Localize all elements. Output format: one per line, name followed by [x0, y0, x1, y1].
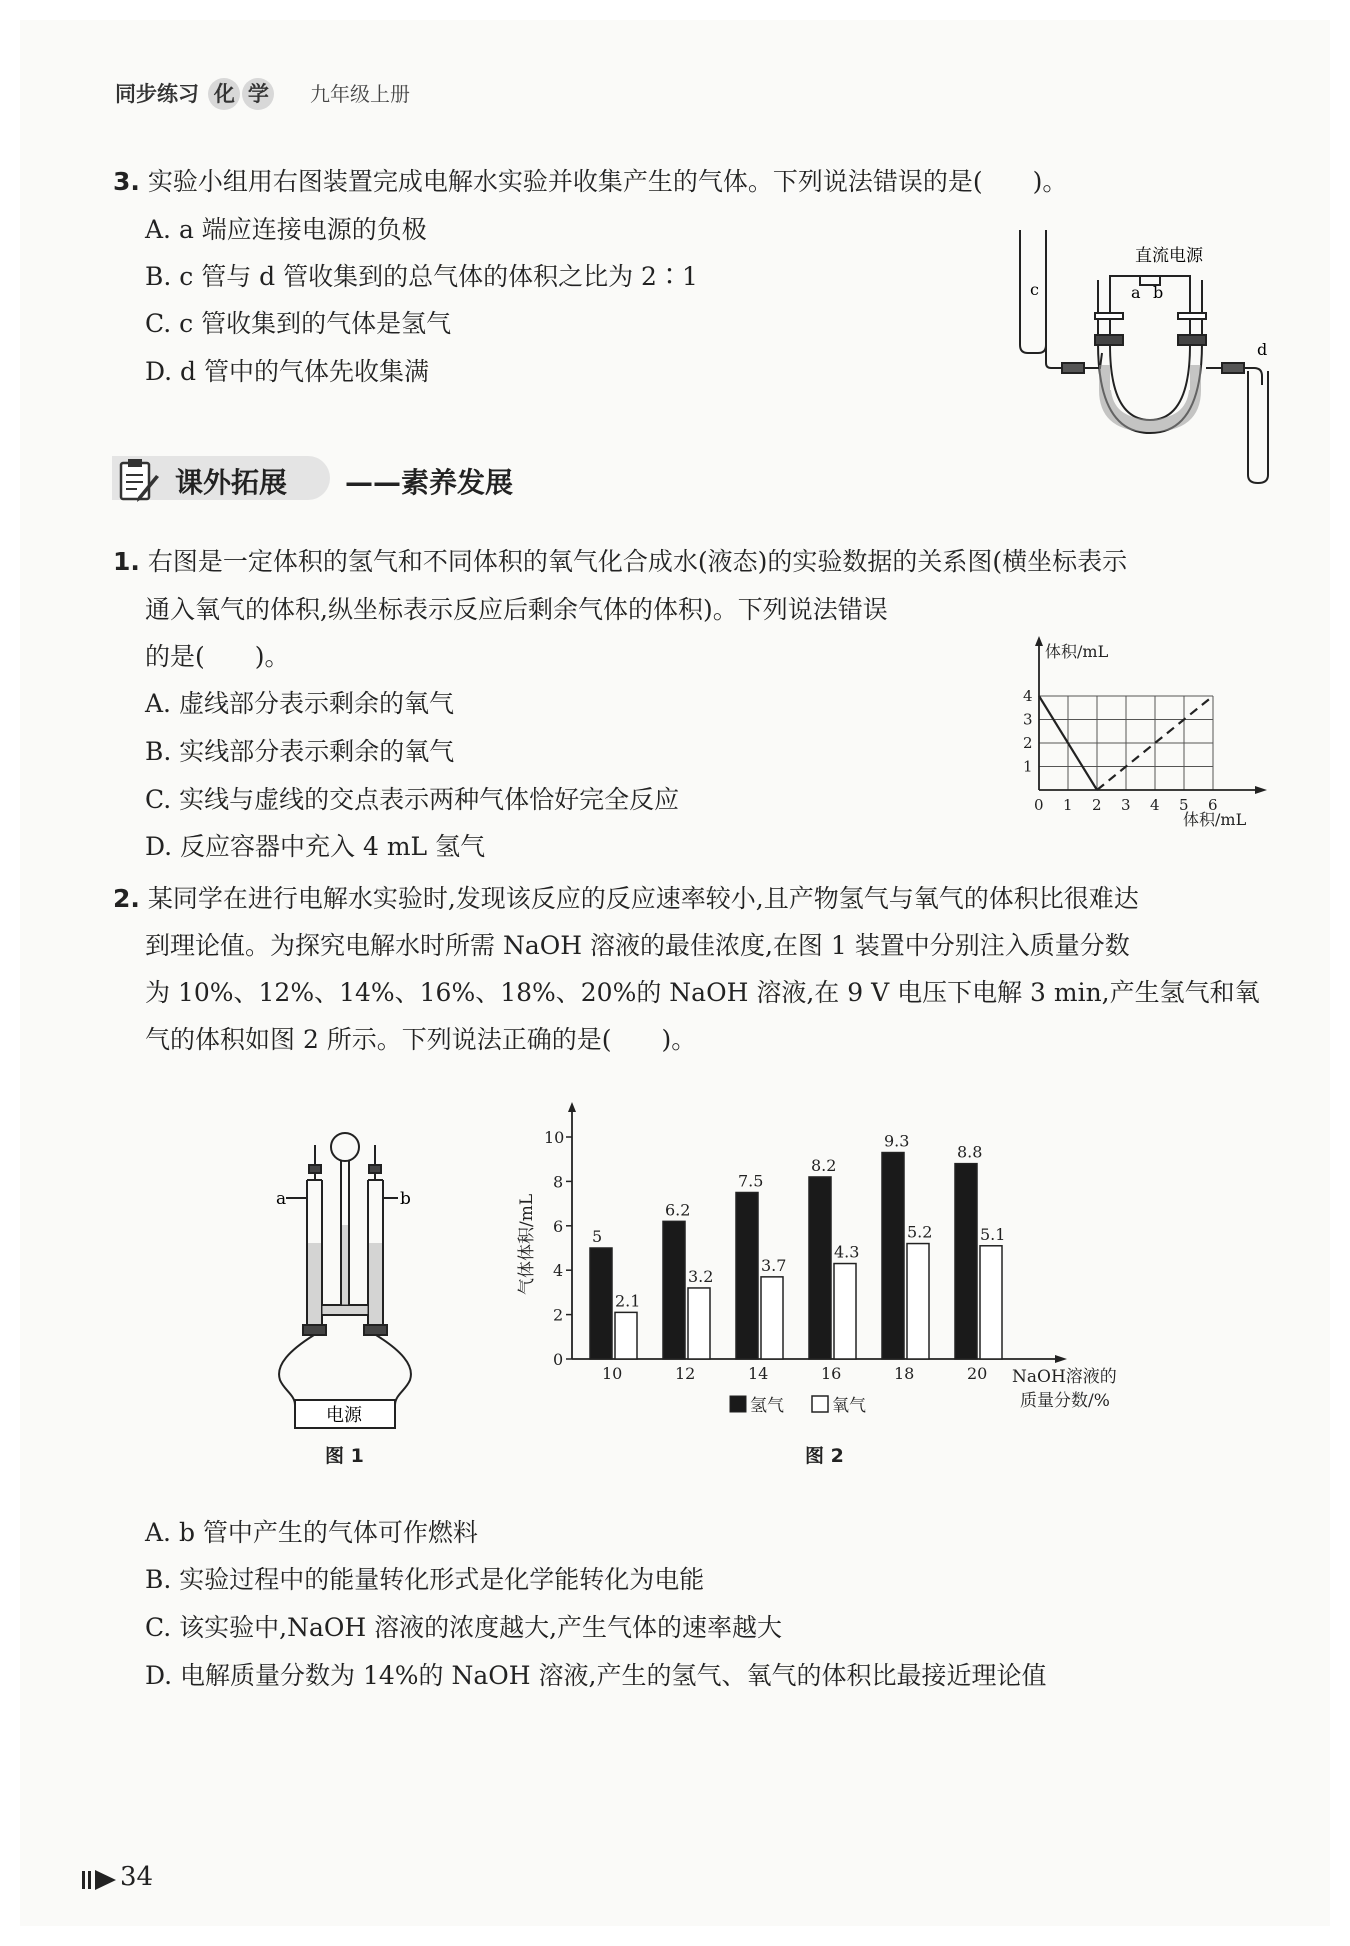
- tube-d: [1248, 371, 1268, 483]
- p1-stem-line3: 的是( )。: [145, 642, 290, 671]
- label-c: c: [1030, 280, 1039, 299]
- bar-label-hydrogen-10: 5: [592, 1227, 603, 1246]
- x-tick-label: 18: [894, 1364, 915, 1383]
- bar-oxygen-18: [907, 1244, 929, 1359]
- x-tick-label: 6: [1208, 796, 1218, 814]
- bar-label-oxygen-14: 3.7: [761, 1255, 787, 1275]
- bar-label-oxygen-20: 5.1: [980, 1224, 1006, 1244]
- line-chart-ylabel: 体积/mL: [1045, 642, 1109, 661]
- bar-oxygen-14: [761, 1277, 783, 1359]
- bar-oxygen-16: [834, 1264, 856, 1359]
- bar-label-hydrogen-20: 8.8: [957, 1142, 983, 1162]
- x-tick-label: 3: [1121, 796, 1131, 814]
- bar-hydrogen-12: [663, 1221, 685, 1359]
- legend-oxygen-swatch: [812, 1396, 828, 1412]
- x-tick-label: 0: [1034, 796, 1044, 814]
- q3-option-c: C. c 管收集到的气体是氢气: [145, 309, 452, 338]
- bar-label-oxygen-16: 4.3: [834, 1242, 860, 1262]
- bar-label-oxygen-18: 5.2: [907, 1222, 933, 1242]
- bar-label-hydrogen-12: 6.2: [665, 1200, 691, 1220]
- p2-stem-line4: 气的体积如图 2 所示。下列说法正确的是( )。: [145, 1025, 697, 1054]
- q3-option-a: A. a 端应连接电源的负极: [145, 215, 427, 244]
- bar-xlabel-line2: 质量分数/%: [1020, 1391, 1110, 1411]
- y-tick-label: 6: [553, 1216, 564, 1236]
- y-tick-label: 4: [553, 1261, 564, 1281]
- q3-number: 3.: [113, 167, 140, 196]
- clipboard-pencil-icon: [115, 455, 165, 505]
- label-a: a: [1131, 283, 1141, 302]
- bar-label-hydrogen-16: 8.2: [811, 1155, 837, 1175]
- fig1-caption: 图 1: [325, 1445, 364, 1467]
- stopper-left: [1095, 335, 1123, 345]
- p1-number: 1.: [113, 547, 140, 576]
- p1-stem-text-1: 右图是一定体积的氢气和不同体积的氧气化合成水(液态)的实验数据的关系图(横坐标表示: [147, 547, 1128, 576]
- legend-hydrogen-swatch: [730, 1396, 746, 1412]
- bar-label-oxygen-12: 3.2: [688, 1266, 714, 1286]
- p2-stem-line2: 到理论值。为探究电解水时所需 NaOH 溶液的最佳浓度,在图 1 装置中分别注入质量分数: [145, 931, 1130, 960]
- y-tick-label: 0: [553, 1350, 564, 1369]
- p1-option-c: C. 实线与虚线的交点表示两种气体恰好完全反应: [145, 785, 680, 814]
- bar-oxygen-12: [688, 1288, 710, 1359]
- x-tick-label: 16: [821, 1364, 842, 1383]
- y-tick-label: 2: [553, 1305, 564, 1325]
- y-tick-label: 10: [544, 1128, 565, 1147]
- x-tick-label: 20: [967, 1364, 988, 1383]
- x-tick-label: 4: [1150, 796, 1160, 814]
- x-tick-label: 12: [675, 1364, 696, 1383]
- section-subtitle: ——素养发展: [345, 466, 514, 499]
- bar-label-oxygen-10: 2.1: [615, 1291, 641, 1311]
- bar-oxygen-20: [980, 1246, 1002, 1359]
- subject-char-1: 化: [208, 78, 240, 110]
- y-tick-label: 3: [1023, 710, 1033, 729]
- p1-line-chart: [1005, 632, 1275, 837]
- p2-stem-text-1: 某同学在进行电解水实验时,发现该反应的反应速率较小,且产物氢气与氧气的体积比很难达: [147, 884, 1139, 913]
- p2-option-b: B. 实验过程中的能量转化形式是化学能转化为电能: [145, 1565, 705, 1594]
- bar-label-hydrogen-14: 7.5: [738, 1171, 764, 1191]
- label-b: b: [1153, 283, 1164, 302]
- p1-stem-line1: [113, 546, 1127, 578]
- bar-hydrogen-20: [955, 1164, 977, 1359]
- bar-chart-ylabel: 气体体积/mL: [517, 1193, 537, 1295]
- y-tick-label: 8: [553, 1172, 564, 1192]
- q3-u-tube-figure: [1010, 225, 1290, 490]
- legend-oxygen-label: 氧气: [832, 1396, 866, 1416]
- p2-option-d: D. 电解质量分数为 14%的 NaOH 溶液,产生的氢气、氧气的体积比最接近理论值: [145, 1661, 1047, 1690]
- subject-char-2: 学: [242, 78, 274, 110]
- fig1-label-a: a: [276, 1189, 287, 1209]
- p2-stem-line3: 为 10%、12%、14%、16%、18%、20%的 NaOH 溶液,在 9 V 电压下电解 3 min,产生氢气和氧: [145, 978, 1260, 1007]
- p2-stem-line1: [113, 883, 1139, 915]
- x-tick-label: 10: [602, 1364, 623, 1383]
- bar-xlabel-line1: NaOH溶液的: [1012, 1367, 1117, 1387]
- p1-option-b: B. 实线部分表示剩余的氧气: [145, 737, 455, 766]
- q3-option-b: B. c 管与 d 管收集到的总气体的体积之比为 2∶1: [145, 262, 698, 291]
- legend-hydrogen-label: 氢气: [750, 1396, 784, 1416]
- x-tick-label: 14: [748, 1364, 769, 1383]
- bar-oxygen-10: [615, 1312, 637, 1359]
- p2-option-c: C. 该实验中,NaOH 溶液的浓度越大,产生气体的速率越大: [145, 1613, 783, 1642]
- bar-label-hydrogen-18: 9.3: [884, 1131, 910, 1151]
- q3-stem-text: 实验小组用右图装置完成电解水实验并收集产生的气体。下列说法错误的是( )。: [147, 167, 1068, 196]
- p1-stem-line2: 通入氧气的体积,纵坐标表示反应后剩余气体的体积)。下列说法错误: [145, 595, 888, 624]
- naoh-bar-chart: [510, 1100, 1150, 1430]
- y-tick-label: 4: [1023, 687, 1033, 705]
- bar-hydrogen-10: [590, 1248, 612, 1359]
- left-clamp: [1062, 363, 1084, 373]
- hoffman-apparatus-figure: [270, 1125, 420, 1430]
- q3-stem: [113, 166, 1067, 198]
- bar-hydrogen-18: [882, 1153, 904, 1359]
- fig1-label-b: b: [400, 1189, 411, 1209]
- page-number: 34: [120, 1862, 154, 1892]
- power-label: 直流电源: [1135, 246, 1203, 266]
- fig2-caption: 图 2: [805, 1445, 844, 1467]
- line-chart-xlabel: 体积/mL: [1183, 810, 1247, 829]
- book-title: [115, 78, 274, 110]
- bar-hydrogen-16: [809, 1177, 831, 1359]
- x-tick-label: 2: [1092, 796, 1102, 814]
- q3-option-d: D. d 管中的气体先收集满: [145, 357, 429, 386]
- grade-label: 九年级上册: [310, 82, 410, 106]
- y-tick-label: 1: [1023, 757, 1033, 776]
- p2-number: 2.: [113, 884, 140, 913]
- p1-option-a: A. 虚线部分表示剩余的氧气: [145, 689, 454, 718]
- p1-option-d: D. 反应容器中充入 4 mL 氢气: [145, 832, 486, 861]
- y-tick-label: 2: [1023, 734, 1033, 752]
- bar-hydrogen-14: [736, 1193, 758, 1360]
- section-title: 课外拓展: [175, 466, 288, 499]
- p2-option-a: A. b 管中产生的气体可作燃料: [145, 1518, 478, 1547]
- book-series: 同步练习: [115, 82, 199, 106]
- x-tick-label: 1: [1063, 796, 1073, 814]
- page-arrow-icon: [80, 1868, 120, 1892]
- label-d: d: [1257, 340, 1268, 359]
- fig1-power-label: 电源: [326, 1405, 362, 1426]
- x-tick-label: 5: [1179, 796, 1189, 814]
